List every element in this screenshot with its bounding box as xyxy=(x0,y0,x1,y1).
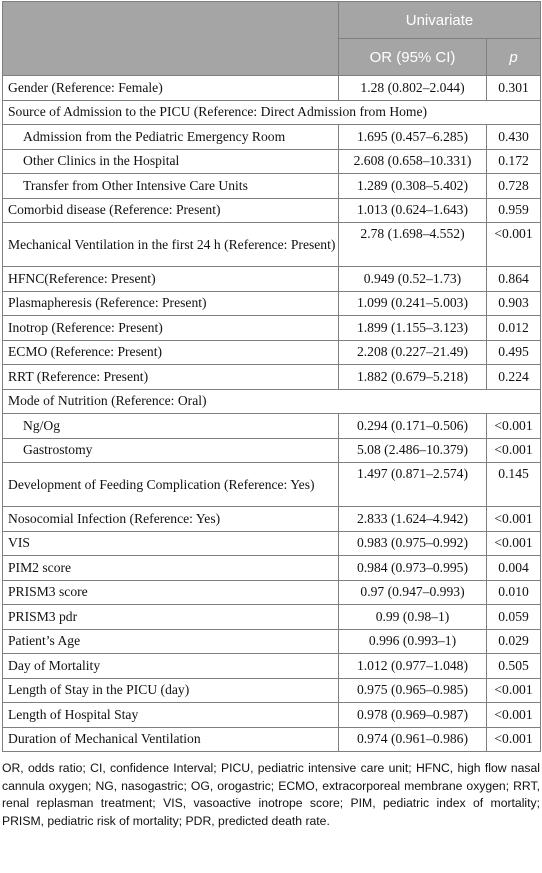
p-value-cell: 0.012 xyxy=(487,316,541,341)
variable-label: Inotrop (Reference: Present) xyxy=(3,316,339,341)
table-row xyxy=(3,149,541,174)
variable-label: Admission from the Pediatric Emergency Room xyxy=(3,125,339,150)
variable-label: Gender (Reference: Female) xyxy=(3,76,339,101)
variable-label: RRT (Reference: Present) xyxy=(3,365,339,390)
p-value-cell: 0.430 xyxy=(487,125,541,150)
p-value-cell: 0.224 xyxy=(487,365,541,390)
odds-ratio-cell: 0.984 (0.973–0.995) xyxy=(339,556,487,581)
p-value-cell: 0.029 xyxy=(487,629,541,654)
variable-label: Patient’s Age xyxy=(3,629,339,654)
odds-ratio-cell: 1.882 (0.679–5.218) xyxy=(339,365,487,390)
table-row xyxy=(3,198,541,223)
p-value-cell: 0.145 xyxy=(487,463,541,507)
table-row xyxy=(3,438,541,463)
odds-ratio-cell: 0.978 (0.969–0.987) xyxy=(339,703,487,728)
section-label: Mode of Nutrition (Reference: Oral) xyxy=(3,389,541,414)
variable-label: Gastrostomy xyxy=(3,438,339,463)
table-row xyxy=(3,76,541,101)
odds-ratio-cell: 2.208 (0.227–21.49) xyxy=(339,340,487,365)
odds-ratio-cell: 0.294 (0.171–0.506) xyxy=(339,414,487,439)
variable-label: Ng/Og xyxy=(3,414,339,439)
p-value-cell: 0.864 xyxy=(487,267,541,292)
p-value-cell: <0.001 xyxy=(487,223,541,267)
p-value-cell: <0.001 xyxy=(487,703,541,728)
odds-ratio-cell: 0.996 (0.993–1) xyxy=(339,629,487,654)
header-p-value: p xyxy=(487,39,541,76)
variable-label: Nosocomial Infection (Reference: Yes) xyxy=(3,507,339,532)
table-row xyxy=(3,678,541,703)
table-row xyxy=(3,365,541,390)
table-row xyxy=(3,703,541,728)
table-row xyxy=(3,507,541,532)
odds-ratio-cell: 2.608 (0.658–10.331) xyxy=(339,149,487,174)
odds-ratio-cell: 5.08 (2.486–10.379) xyxy=(339,438,487,463)
odds-ratio-cell: 0.949 (0.52–1.73) xyxy=(339,267,487,292)
variable-label: ECMO (Reference: Present) xyxy=(3,340,339,365)
table-row xyxy=(3,125,541,150)
odds-ratio-cell: 0.99 (0.98–1) xyxy=(339,605,487,630)
odds-ratio-cell: 1.013 (0.624–1.643) xyxy=(339,198,487,223)
odds-ratio-cell: 1.497 (0.871–2.574) xyxy=(339,463,487,507)
p-value-cell: <0.001 xyxy=(487,531,541,556)
variable-label: Comorbid disease (Reference: Present) xyxy=(3,198,339,223)
p-value-cell: 0.301 xyxy=(487,76,541,101)
odds-ratio-cell: 1.899 (1.155–3.123) xyxy=(339,316,487,341)
odds-ratio-cell: 2.833 (1.624–4.942) xyxy=(339,507,487,532)
table-row xyxy=(3,267,541,292)
p-value-cell: 0.728 xyxy=(487,174,541,199)
variable-label: Duration of Mechanical Ventilation xyxy=(3,727,339,752)
p-value-cell: 0.505 xyxy=(487,654,541,679)
table-row xyxy=(3,629,541,654)
odds-ratio-cell: 2.78 (1.698–4.552) xyxy=(339,223,487,267)
table-row xyxy=(3,580,541,605)
table-row xyxy=(3,174,541,199)
p-value-cell: 0.172 xyxy=(487,149,541,174)
variable-label: VIS xyxy=(3,531,339,556)
variable-label: Development of Feeding Complication (Reference: Yes) xyxy=(3,463,339,507)
section-row xyxy=(3,100,541,125)
table-row xyxy=(3,223,541,267)
table-row xyxy=(3,727,541,752)
p-value-cell: 0.495 xyxy=(487,340,541,365)
odds-ratio-cell: 1.012 (0.977–1.048) xyxy=(339,654,487,679)
odds-ratio-cell: 1.099 (0.241–5.003) xyxy=(339,291,487,316)
table-row xyxy=(3,316,541,341)
variable-label: Other Clinics in the Hospital xyxy=(3,149,339,174)
p-value-cell: 0.010 xyxy=(487,580,541,605)
p-value-cell: 0.959 xyxy=(487,198,541,223)
variable-label: HFNC(Reference: Present) xyxy=(3,267,339,292)
table-row xyxy=(3,414,541,439)
odds-ratio-cell: 1.289 (0.308–5.402) xyxy=(339,174,487,199)
table-footnote: OR, odds ratio; CI, confidence Interval; PICU, pediatric intensive care unit; HFNC, high flow nasal cannula oxygen; NG, nasogastric; OG, orogastric; ECMO, extracorporeal membrane oxygen; RRT, renal replasman treatment; VIS, vasoactive inotrope score; PIM, pediatric index of mortality; PRISM, pediatric risk of mortality; PDR, predicted death rate. xyxy=(2,761,540,828)
table-body xyxy=(3,76,541,752)
odds-ratio-cell: 0.974 (0.961–0.986) xyxy=(339,727,487,752)
univariate-table xyxy=(2,1,541,752)
odds-ratio-cell: 1.695 (0.457–6.285) xyxy=(339,125,487,150)
section-label: Source of Admission to the PICU (Reference: Direct Admission from Home) xyxy=(3,100,541,125)
p-value-cell: <0.001 xyxy=(487,727,541,752)
p-value-cell: 0.059 xyxy=(487,605,541,630)
p-value-cell: <0.001 xyxy=(487,438,541,463)
table-row xyxy=(3,654,541,679)
variable-label: PIM2 score xyxy=(3,556,339,581)
variable-label: Length of Stay in the PICU (day) xyxy=(3,678,339,703)
p-value-cell: <0.001 xyxy=(487,507,541,532)
odds-ratio-cell: 1.28 (0.802–2.044) xyxy=(339,76,487,101)
variable-label: Transfer from Other Intensive Care Units xyxy=(3,174,339,199)
odds-ratio-cell: 0.983 (0.975–0.992) xyxy=(339,531,487,556)
variable-label: Length of Hospital Stay xyxy=(3,703,339,728)
variable-label: PRISM3 pdr xyxy=(3,605,339,630)
p-value-cell: 0.903 xyxy=(487,291,541,316)
p-value-cell: <0.001 xyxy=(487,678,541,703)
odds-ratio-cell: 0.975 (0.965–0.985) xyxy=(339,678,487,703)
p-value-cell: 0.004 xyxy=(487,556,541,581)
variable-label: Mechanical Ventilation in the first 24 h (Reference: Present) xyxy=(3,223,339,267)
header-blank-cell xyxy=(3,2,339,76)
table-row xyxy=(3,291,541,316)
table-row xyxy=(3,556,541,581)
table-row xyxy=(3,605,541,630)
section-row xyxy=(3,389,541,414)
header-or-ci: OR (95% CI) xyxy=(339,39,487,76)
table-row xyxy=(3,340,541,365)
table-row xyxy=(3,463,541,507)
table-row xyxy=(3,531,541,556)
odds-ratio-cell: 0.97 (0.947–0.993) xyxy=(339,580,487,605)
table-container xyxy=(2,1,540,830)
variable-label: Day of Mortality xyxy=(3,654,339,679)
variable-label: Plasmapheresis (Reference: Present) xyxy=(3,291,339,316)
p-value-cell: <0.001 xyxy=(487,414,541,439)
variable-label: PRISM3 score xyxy=(3,580,339,605)
header-univariate: Univariate xyxy=(339,2,541,39)
